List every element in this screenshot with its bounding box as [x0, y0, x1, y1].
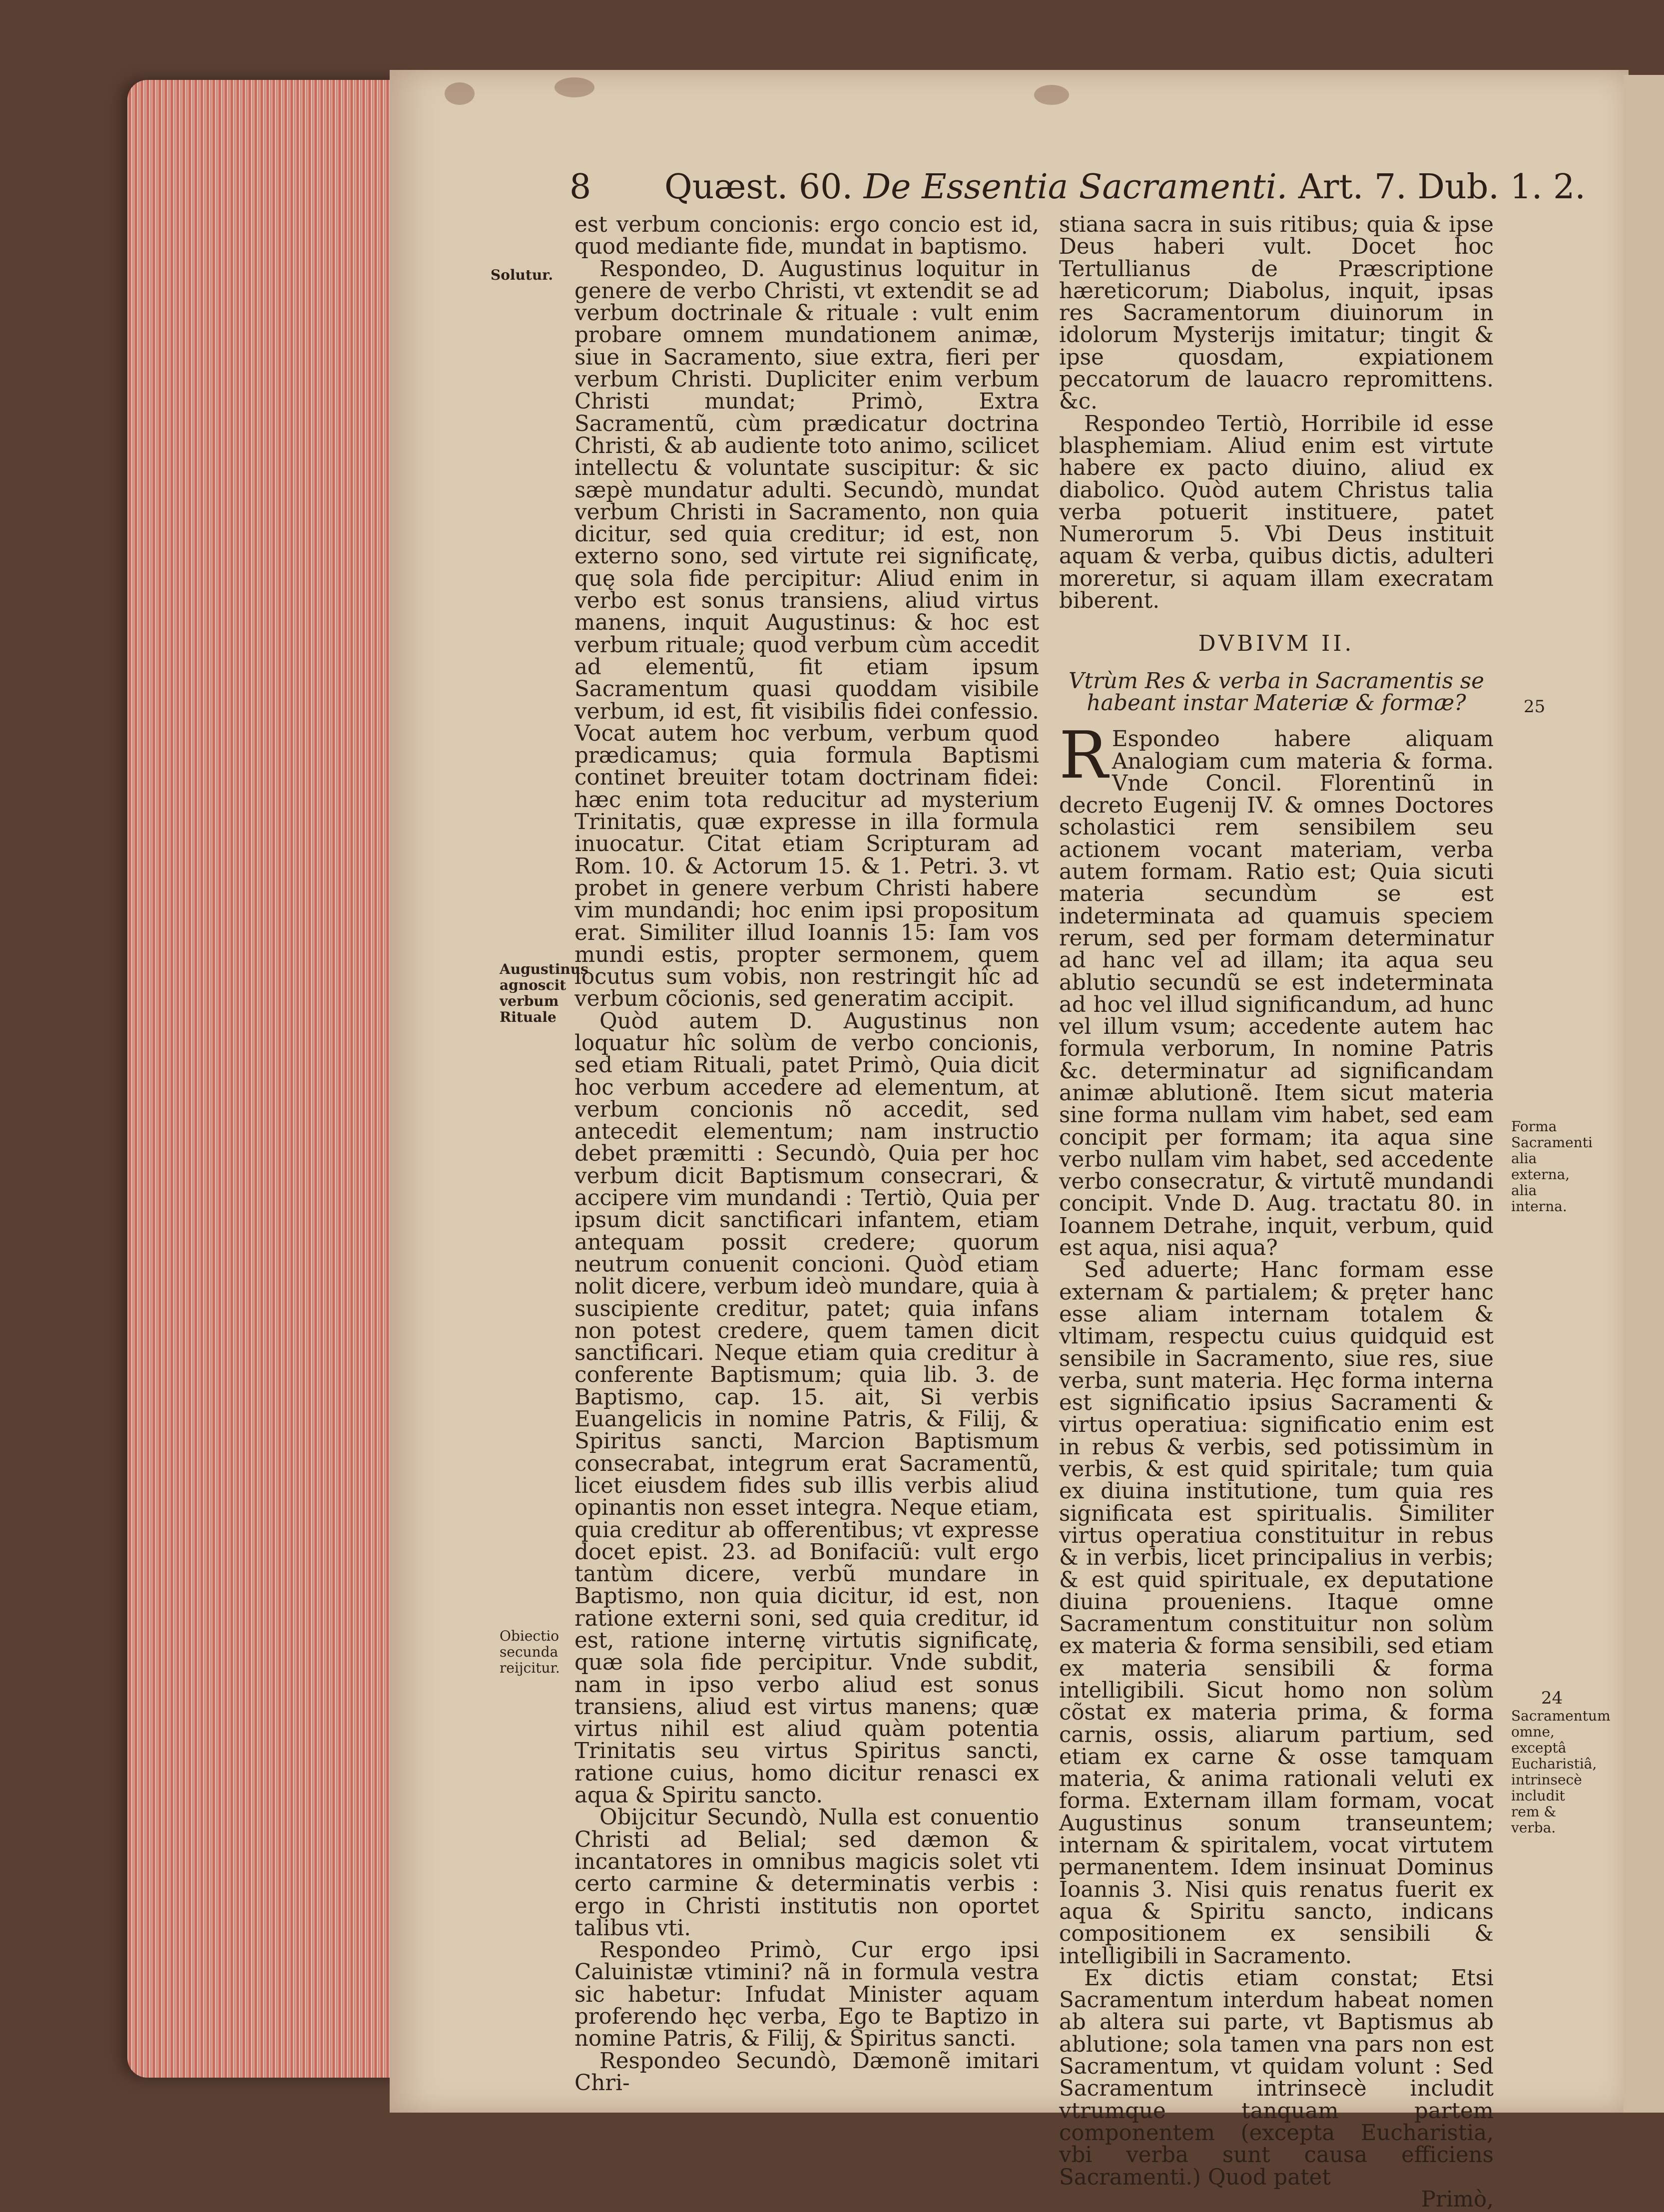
paragraph: Respondeo Primò, Cur ergo ipsi Caluinistæ vtimini? nã in formula vestra sic habetur: Infudat Minister aquam proferendo hęc verba, Ego te Baptizo in nomine Patris, & Filij, & Spiritus sancti. [574, 1938, 1039, 2052]
paragraph: Sed aduerte; Hanc formam esse externam & partialem; & pręter hanc esse aliam internam totalem & vltimam, respectu cuius quidquid est sensibile in Sacramento, siue res, siue verba, sunt materia. Hęc forma interna est significatio ipsius Sacramenti & virtus operatiua: significatio enim est in rebus & verbis, sed potissimùm in verbis, & est quid spiritale; tum quia ex diuina institutione, tum quia res significata est spiritualis. Similiter virtus operatiua constituitur in rebus & in verbis, licet principalius in verbis; & est quid spirituale, ex deputatione diuina proueniens. Itaque omne Sacramentum constituitur non solùm ex materia & forma sensibili, sed etiam ex materia sensibili & forma intelligibili. Sicut homo non solùm cõstat ex materia prima, & forma carnis, ossis, aliarum partium, sed etiam ex carne & osse tamquam materia, & anima rationali veluti ex forma. Externam illam formam, vocat Augustinus sonum transeuntem; internam & spiritalem, vocat virtutem permanentem. Idem insinuat Dominus Ioannis 3. Nisi quis renatus fuerit ex aqua & Spiritu sancto, indicans compositionem ex sensibili & intelligibili in Sacramento. [1059, 1258, 1494, 1969]
page-stain [1034, 85, 1069, 105]
right-column [1059, 214, 1494, 2211]
paragraph: Ex dictis etiam constat; Etsi Sacramentum interdum habeat nomen ab altera sui parte, vt Baptismus ab ablutione; sola tamen vna pars non est Sacramentum, vt quidam volunt : Sed Sacramentum intrinsecè includit vtrumque tanquam partem componentem (excepta Eucharistia, vbi verba sunt causa efficiens Sacramenti.) Quod patet [1059, 1965, 1494, 2190]
paragraph: Respondeo Tertiò, Horribile id esse blasphemiam. Aliud enim est virtute habere ex pacto diuino, aliud ex diabolico. Quòd autem Christus talia verba potuerit instituere, patet Numerorum 5. Vbi Deus instituit aquam & verba, quibus dictis, adulteri moreretur, si aquam illam execratam biberent. [1059, 411, 1494, 614]
paragraph: Obijcitur Secundò, Nulla est conuentio Christi ad Belial; sed dæmon & incantatores in omnibus magicis solet vti certo carmine & determinatis verbis : ergo in Christi institutis non oportet talibus vti. [574, 1805, 1039, 1941]
dubium-heading: DVBIVM II. [1198, 631, 1355, 657]
page-number: 8 [569, 167, 591, 207]
margin-note-solutur: Solutur. [491, 267, 554, 283]
left-column [574, 214, 1039, 2094]
margin-number-24: 24 [1541, 1688, 1563, 1708]
paragraph: Respondeo, D. Augustinus loquitur in genere de verbo Christi, vt extendit se ad verbum doctrinale & rituale : vult enim probare omnem mundationem animæ, siue in Sacramento, siue extra, fieri per verbum Christi. Dupliciter enim verbum Christi mundat; Primò, Extra Sacramentũ, cùm prædicatur doctrina Christi, & ab audiente toto animo, scilicet intellectu & voluntate suscipitur: & sic sæpè mundatur adulti. Secundò, mundat verbum Christi in Sacramento, non quia dicitur, sed quia creditur; id est, non externo sono, sed virtute rei significatę, quę sola fide percipitur: Aliud enim in verbo est sonus transiens, aliud virtus manens, inquit Augustinus: & hoc est verbum rituale; quod verbum cùm accedit ad elementũ, fit etiam ipsum Sacramentum quasi quoddam visibile verbum, id est, fit visibilis fidei confessio. Vocat autem hoc verbum, verbum quod prædicamus; quia formula Baptismi continet breuiter totam doctrinam fidei: hæc enim tota reducitur ad mysterium Trinitatis, quæ expresse in illa formula inuocatur. Citat etiam Scripturam ad Rom. 10. & Actorum 15. & 1. Petri. 3. vt probet in genere verbum Christi habere vim mundandi; hoc enim ipsi propositum erat. Similiter illud Ioannis 15: Iam vos mundi estis, propter sermonem, quem locutus sum vobis, non restringit hîc ad verbum cõcionis, sed generatim accipit. [574, 256, 1039, 1012]
running-header [569, 167, 1586, 212]
page-stain [445, 82, 475, 105]
paragraph: est verbum concionis: ergo concio est id, quod mediante fide, mundat in baptismo. [574, 212, 1039, 260]
drop-cap: R [1059, 717, 1108, 794]
paragraph: stiana sacra in suis ritibus; quia & ipse Deus haberi vult. Docet hoc Tertullianus de Præscriptione hæreticorum; Diabolus, inquit, ipsas res Sacramentorum diuinorum in idolorum Mysterijs imitatur; tingit & ipse quosdam, expiationem peccatorum de lauacro repromittens. &c. [1059, 212, 1494, 415]
page-stain [555, 77, 594, 97]
margin-note-obiectio: Obiectio secunda reijcitur. [500, 1628, 560, 1676]
book-page-edges [127, 80, 407, 2078]
dubium-question: Vtrùm Res & verba in Sacramentis se habeant instar Materiæ & formæ? [1069, 668, 1484, 716]
facing-page-edge [1624, 75, 1664, 2113]
margin-note-sacramentum: Sacramentum omne, exceptâ Eucharistiâ, intrinsecè includit rem & verba. [1511, 1708, 1611, 1836]
paragraph: Quòd autem D. Augustinus non loquatur hîc solùm de verbo concionis, sed etiam Rituali, patet Primò, Quia dicit hoc verbum accedere ad elementum, at verbum concionis nõ accedit, sed antecedit elementum; nam instructio debet præmitti : Secundò, Quia per hoc verbum dicit Baptismum consecrari, & accipere vim mundandi : Tertiò, Quia per ipsum dicit sanctificari infantem, etiam antequam possit credere; quorum neutrum conuenit concioni. Quòd etiam nolit dicere, verbum ideò mundare, quia à suscipiente creditur, patet; quia infans non potest credere, quem tamen dicit sanctificari. Neque etiam quia creditur à conferente Baptismum; quia lib. 3. de Baptismo, cap. 15. ait, Si verbis Euangelicis in nomine Patris, & Filij, & Spiritus sancti, Marcion Baptismum consecrabat, integrum erat Sacramentũ, licet eiusdem fides sub illis verbis aliud opinantis non esset integra. Neque etiam, quia creditur ab offerentibus; vt expresse docet epist. 23. ad Bonifaciũ: vult ergo tantùm dicere, verbũ mundare in Baptismo, non quia dicitur, id est, non ratione externi soni, sed quia creditur, id est, ratione internę virtutis significatę, quæ sola fide percipitur. Vnde subdit, nam in ipso verbo aliud est sonus transiens, aliud est virtus manens; quæ virtus nihil est aliud quàm potentia Trinitatis seu virtus Spiritus sancti, ratione cuius, homo dicitur renasci ex aqua & Spiritu sancto. [574, 1008, 1039, 1808]
catchword: Primò, [1421, 2187, 1494, 2212]
paragraph: Respondeo Secundò, Dæmonẽ imitari Chri- [574, 2048, 1039, 2096]
margin-number-25: 25 [1524, 697, 1546, 717]
paragraph: R Espondeo habere aliquam Analogiam cum materia & forma. Vnde Concil. Florentinũ in decreto Eugenij IV. & omnes Doctores scholastici rem sensibilem seu actionem vocant materiam, verba autem formam. Ratio est; Quia sicuti materia secundùm se est indeterminata ad quamuis speciem rerum, sed per formam determinatur ad hanc vel ad illam; ita aqua seu ablutio secundũ se est indeterminata ad hoc vel illud significandum, ad hunc vel illum vsum; accedente autem hac formula verborum, In nomine Patris &c. determinatur ad significandam animæ ablutionẽ. Item sicut materia sine forma nullam vim habet, sed eam concipit per formam; ita aqua sine verbo nullam vim habet, sed accedente verbo consecratur, & virtutẽ mundandi concipit. Vnde D. Aug. tractatu 80. in Ioannem Detrahe, inquit, verbum, quid est aqua, nisi aqua? [1059, 717, 1494, 1261]
margin-note-forma: Forma Sacramenti alia externa, alia interna. [1511, 1118, 1593, 1215]
running-title: Quæst. 60. De Essentia Sacramenti. Art. 7. Dub. 1. 2. [664, 167, 1586, 207]
margin-note-augustinus: Augustinus agnoscit verbum Rituale [500, 961, 588, 1025]
